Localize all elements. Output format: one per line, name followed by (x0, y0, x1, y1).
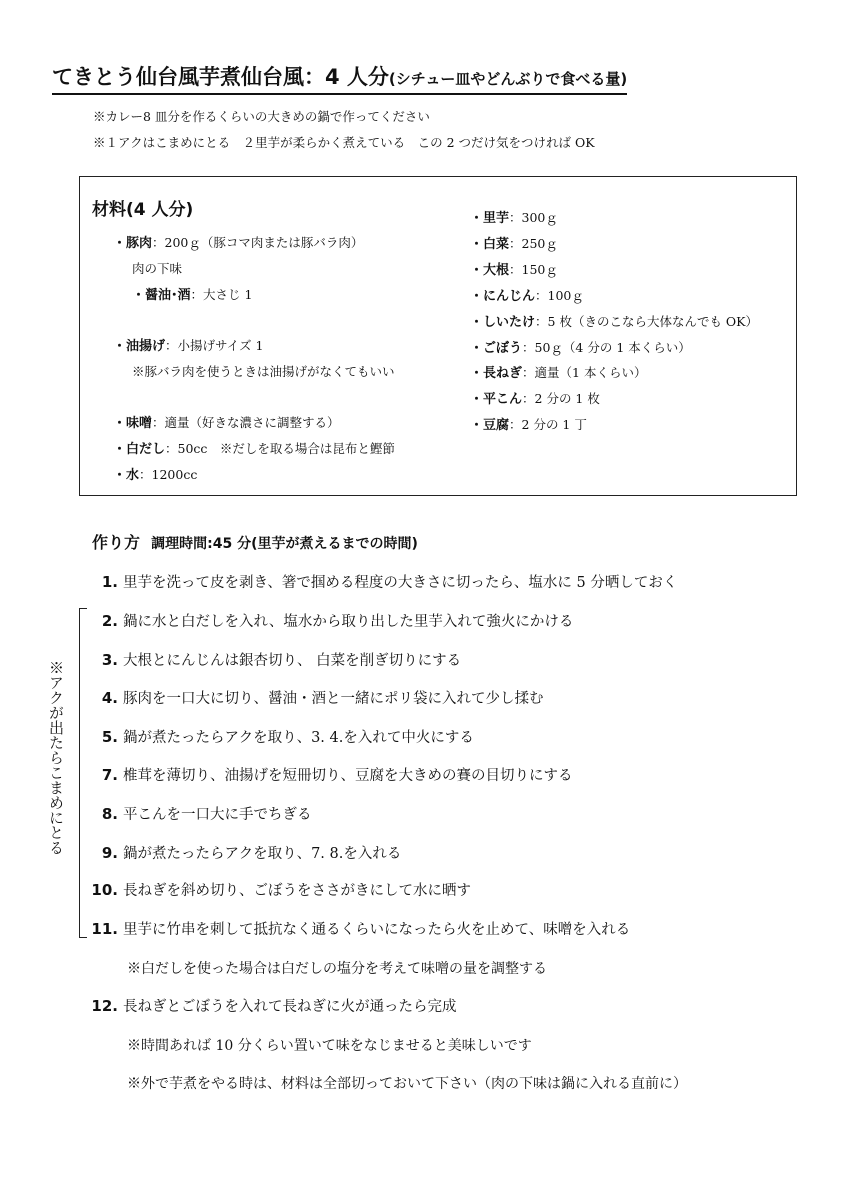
cooking-time: 調理時間:45 分(里芋が煮えるまでの時間) (151, 536, 418, 552)
ingredient-aburaage-note: ※豚バラ肉を使うときは油揚げがなくてもいい (132, 364, 395, 379)
ingredient-negi: ・長ねぎ：適量（1 本くらい） (470, 365, 647, 381)
step-5: 5. 鍋が煮たったらアクを取り、3. 4.を入れて中火にする (101, 728, 474, 746)
ingredient-soy-sake: ・醤油･酒：大さじ 1 (132, 287, 253, 303)
ingredient-miso: ・味噌：適量（好きな濃さに調整する） (113, 415, 340, 431)
step-12-note-rest: ※時間あれば 10 分くらい置いて味をなじませると美味しいです (127, 1038, 532, 1054)
ingredient-shirodashi: ・白だし：50cc ※だしを取る場合は昆布と鰹節 (113, 441, 395, 457)
step-10: 10. 長ねぎを斜め切り、ごぼうをささがきにして水に晒す (91, 881, 471, 899)
step-7: 7. 椎茸を薄切り、油揚げを短冊切り、豆腐を大きめの賽の目切りにする (101, 766, 573, 784)
step-11: 11. 里芋に竹串を刺して抵抗なく通るくらいになったら火を止めて、味噌を入れる (91, 920, 631, 938)
ingredient-hirakon: ・平こん：2 分の 1 枚 (470, 391, 600, 407)
ingredient-daikon: ・大根：150ｇ (470, 262, 558, 278)
method-heading: 作り方 調理時間:45 分(里芋が煮えるまでの時間) (92, 533, 418, 552)
step-12-note-outdoor: ※外で芋煮をやる時は、材料は全部切っておいて下さい（肉の下味は鍋に入れる直前に） (127, 1076, 687, 1092)
ingredient-satoimo: ・里芋：300ｇ (470, 210, 558, 226)
title-sub: (シチュー皿やどんぶりで食べる量) (388, 70, 628, 88)
ingredients-heading: 材料(4 人分) (92, 200, 194, 220)
step-9: 9. 鍋が煮たったらアクを取り、7. 8.を入れる (101, 844, 402, 862)
ingredients-box (79, 176, 797, 496)
page-title (52, 64, 627, 95)
step-11-note: ※白だしを使った場合は白だしの塩分を考えて味噌の量を調整する (127, 961, 547, 977)
ingredient-tofu: ・豆腐：2 分の 1 丁 (470, 417, 587, 433)
step-12: 12. 長ねぎとごぼうを入れて長ねぎに火が通ったら完成 (91, 997, 457, 1015)
ingredient-aburaage: ・油揚げ：小揚げサイズ 1 (113, 338, 264, 354)
step-2: 2. 鍋に水と白だしを入れ、塩水から取り出した里芋入れて強火にかける (101, 612, 574, 630)
ingredient-gobo: ・ごぼう：50ｇ（4 分の 1 本くらい） (470, 340, 691, 356)
ingredient-marinade-label: 肉の下味 (132, 261, 183, 276)
ingredient-pork: ・豚肉：200ｇ（豚コマ肉または豚バラ肉） (113, 235, 364, 251)
title-main: てきとう仙台風芋煮仙台風：4 人分 (52, 65, 389, 89)
skim-scum-note: ※アクが出たらこまめにとる (47, 660, 65, 855)
step-8: 8. 平こんを一口大に手でちぎる (101, 805, 312, 823)
steps-bracket (79, 608, 87, 938)
ingredient-shiitake: ・しいたけ：5 枚（きのこなら大体なんでも OK） (470, 314, 759, 330)
ingredient-carrot: ・にんじん：100ｇ (470, 288, 584, 304)
step-4: 4. 豚肉を一口大に切り、醤油・酒と一緒にポリ袋に入れて少し揉む (101, 689, 544, 707)
step-3: 3. 大根とにんじんは銀杏切り、 白菜を削ぎ切りにする (101, 651, 462, 669)
intro-note-tips: ※１アクはこまめにとる ２里芋が柔らかく煮えている この 2 つだけ気をつければ OK (93, 135, 595, 150)
ingredient-water: ・水：1200cc (113, 467, 198, 483)
step-1: 1. 里芋を洗って皮を剥き、箸で掴める程度の大きさに切ったら、塩水に 5 分晒しておく (101, 573, 678, 591)
ingredient-hakusai: ・白菜：250ｇ (470, 236, 558, 252)
intro-note-pot: ※カレー8 皿分を作るくらいの大きめの鍋で作ってください (93, 109, 430, 124)
